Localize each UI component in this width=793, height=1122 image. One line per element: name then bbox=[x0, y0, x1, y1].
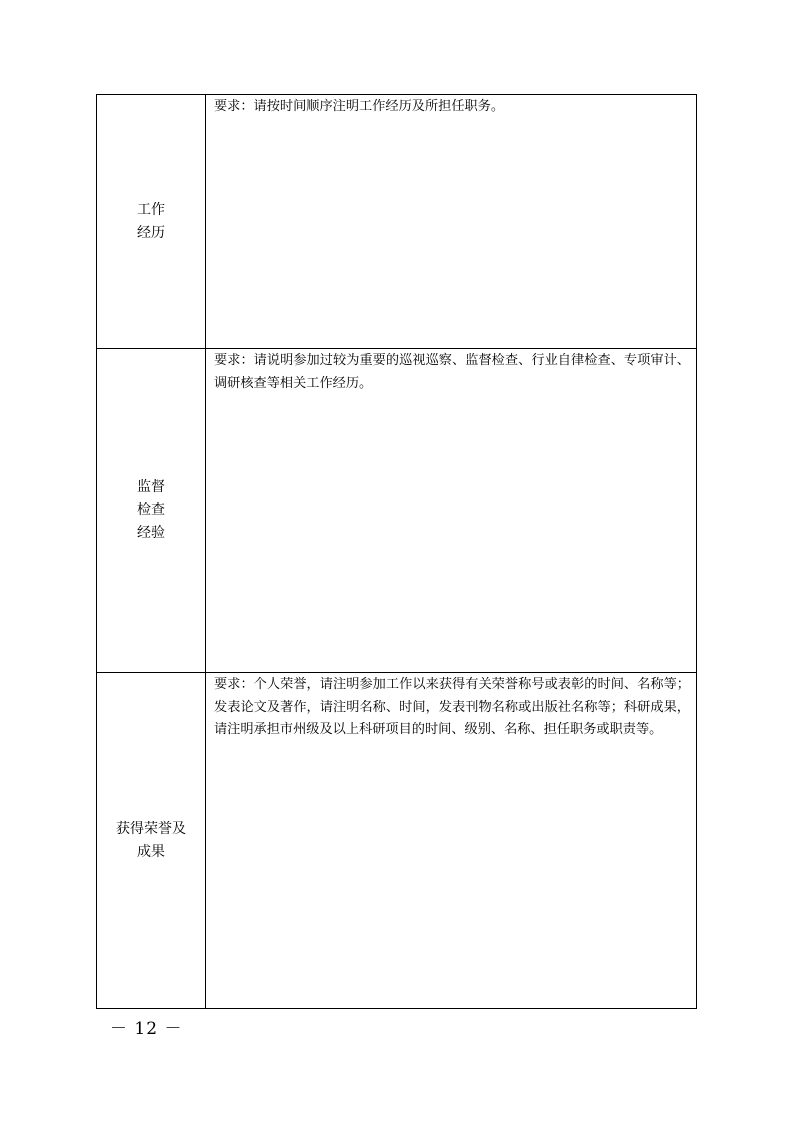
label-line: 经历 bbox=[137, 224, 165, 241]
label-line: 获得荣誉及 bbox=[116, 820, 186, 837]
label-line: 监督 bbox=[137, 479, 165, 495]
page-number: － 12 － bbox=[110, 1019, 183, 1039]
work-experience-requirement: 要求：请按时间顺序注明工作经历及所担任职务。 bbox=[214, 99, 505, 114]
work-experience-content[interactable] bbox=[206, 95, 697, 349]
application-form-table bbox=[96, 94, 697, 1009]
work-experience-row bbox=[97, 95, 697, 349]
supervision-experience-row bbox=[97, 349, 697, 673]
label-line: 经验 bbox=[137, 525, 165, 541]
supervision-experience-label bbox=[97, 349, 206, 673]
honors-achievements-content[interactable] bbox=[206, 673, 697, 1009]
honors-achievements-requirement: 要求：个人荣誉，请注明参加工作以来获得有关荣誉称号或表彰的时间、名称等；发表论文及著作，请注明名称、时间，发表刊物名称或出版社名称等；科研成果，请注明承担市州级及以上科研项目的时间、级别、名称、担任职务或职责等。 bbox=[214, 677, 690, 737]
label-line: 成果 bbox=[137, 843, 165, 860]
work-experience-label bbox=[97, 95, 206, 349]
label-line: 检查 bbox=[137, 502, 165, 518]
supervision-experience-requirement: 要求：请说明参加过较为重要的巡视巡察、监督检查、行业自律检查、专项审计、调研核查等相关工作经历。 bbox=[214, 353, 690, 391]
label-line: 工作 bbox=[137, 201, 165, 218]
honors-achievements-label bbox=[97, 673, 206, 1009]
supervision-experience-content[interactable] bbox=[206, 349, 697, 673]
honors-achievements-row bbox=[97, 673, 697, 1009]
